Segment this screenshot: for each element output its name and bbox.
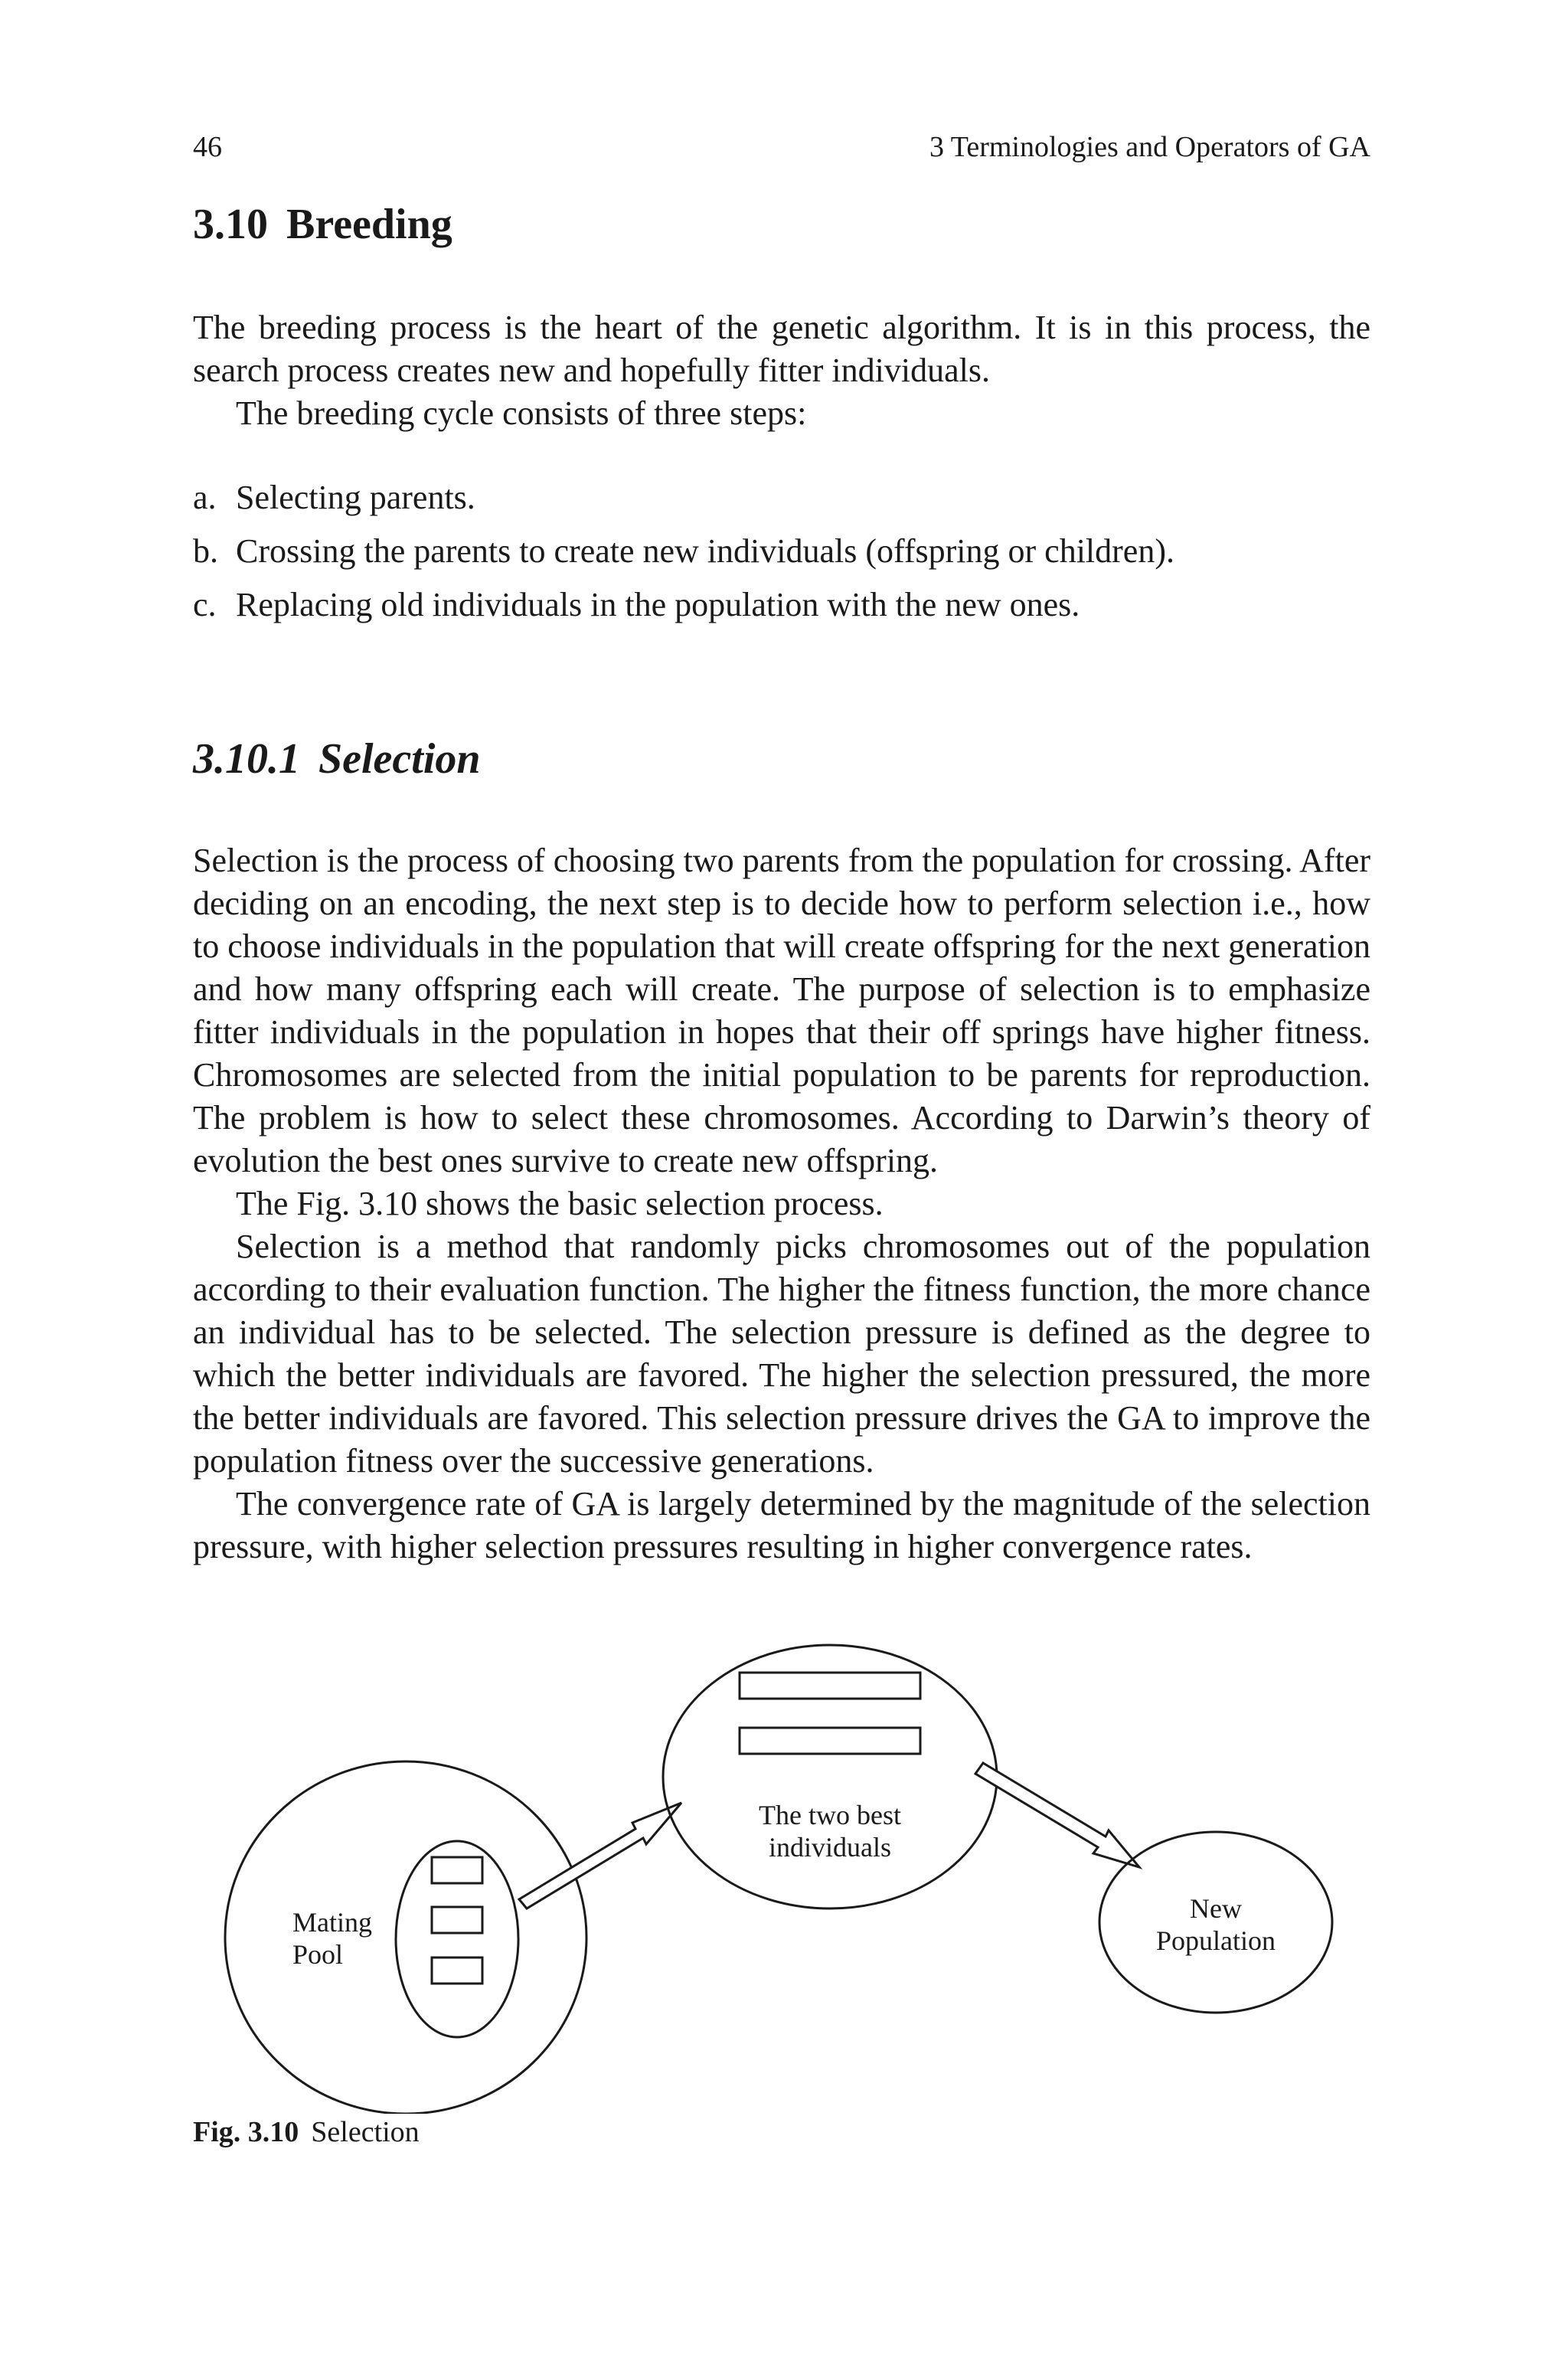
list-item: [193, 530, 1370, 573]
list-marker: c.: [193, 586, 217, 623]
subsection-title: Selection: [318, 735, 481, 783]
mating-pool-inner-oval: [396, 1841, 518, 2037]
selection-body: [193, 839, 1370, 1568]
chapter-title: 3 Terminologies and Operators of GA: [929, 131, 1370, 163]
subsection-heading: [193, 732, 481, 786]
new-population-label-line2: Population: [1155, 1925, 1276, 1956]
breeding-steps-list: [193, 476, 1370, 637]
mating-pool-circle: [225, 1761, 586, 2114]
mating-pool-label-line1: Mating: [292, 1907, 372, 1938]
best-individuals-label-line1: The two best: [759, 1800, 901, 1830]
figure-caption: [193, 2114, 420, 2150]
running-header: [193, 129, 1370, 165]
list-marker: b.: [193, 532, 218, 570]
page-number: 46: [193, 131, 222, 163]
list-marker: a.: [193, 479, 217, 516]
arrow-to-best-individuals: [519, 1803, 681, 1908]
best-individuals-oval: [663, 1645, 997, 1908]
arrow-to-new-population: [975, 1763, 1139, 1867]
figure-caption-text: Selection: [311, 2116, 420, 2148]
selection-figure: [193, 1616, 1370, 2114]
chromosome-box: [432, 1907, 482, 1933]
paragraph: Selection is a method that randomly picks chromosomes out of the population according to their evaluation function. The higher the fitness function, the more chance an individual has to be selected. The selection pressure is defined as the degree to which the better individuals are favored. The higher the selection pressured, the more the better individuals are favored. This selection pressure drives the GA to improve the population fitness over the successive generations.: [193, 1228, 1370, 1480]
paragraph: The Fig. 3.10 shows the basic selection process.: [236, 1185, 884, 1222]
list-item: [193, 584, 1370, 626]
best-individuals-label-line2: individuals: [769, 1832, 891, 1863]
selection-diagram: [193, 1616, 1370, 2114]
section-title: Breeding: [286, 201, 452, 248]
paragraph: Selection is the process of choosing two parents from the population for crossing. After deciding on an encoding, the next step is to decide how to perform selection i.e., how to choose individuals in the population that will create offspring for the next generation and how many offspring each will create. The purpose of selection is to emphasize fitter individuals in the population in hopes that their off springs have higher fitness. Chromosomes are selected from the initial population to be parents for reproduction. The problem is how to select these chromosomes. According to Darwin’s theory of evolution the best ones survive to create new offspring.: [193, 842, 1370, 1179]
paragraph: The convergence rate of GA is largely determined by the magnitude of the selection pressure, with higher selection pressures resulting in higher convergence rates.: [193, 1485, 1370, 1565]
list-text: Replacing old individuals in the population with the new ones.: [236, 586, 1080, 623]
list-text: Selecting parents.: [236, 479, 475, 516]
chromosome-box: [740, 1728, 920, 1754]
section-heading: [193, 198, 452, 251]
section-number: 3.10: [193, 201, 268, 248]
new-population-label-line1: New: [1190, 1893, 1242, 1924]
subsection-number: 3.10.1: [193, 735, 300, 783]
chromosome-box: [432, 1958, 482, 1984]
list-text: Crossing the parents to create new individuals (offspring or children).: [236, 532, 1174, 570]
figure-caption-label: Fig. 3.10: [193, 2116, 299, 2148]
breeding-intro: [193, 306, 1370, 435]
mating-pool-label-line2: Pool: [292, 1939, 344, 1970]
paragraph: The breeding cycle consists of three steps:: [236, 394, 807, 432]
chromosome-box: [740, 1673, 920, 1699]
list-item: [193, 476, 1370, 519]
chromosome-box: [432, 1857, 482, 1883]
paragraph: The breeding process is the heart of the genetic algorithm. It is in this process, the search process creates new and hopefully fitter individuals.: [193, 309, 1370, 389]
